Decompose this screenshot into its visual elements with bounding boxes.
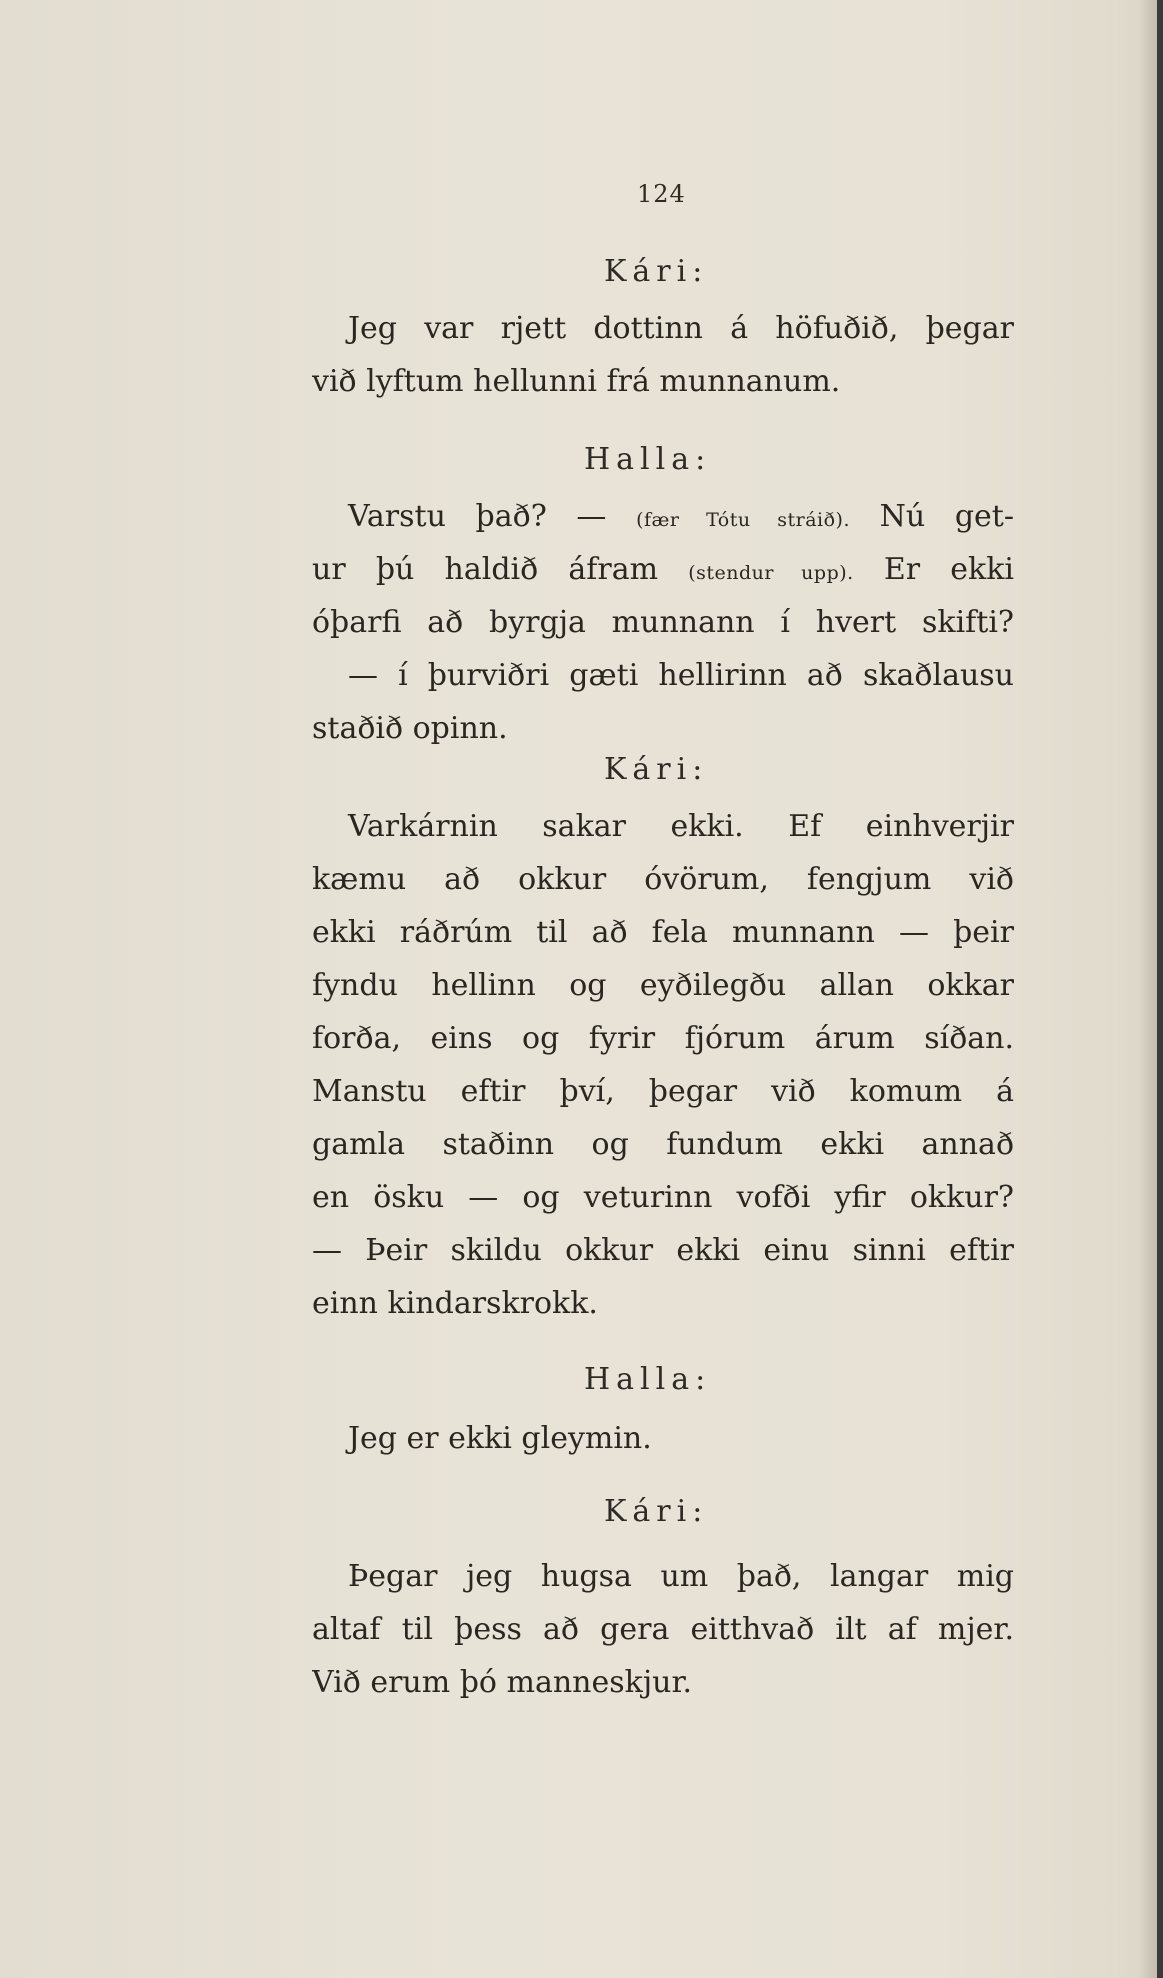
text-line: Við erum þó manneskjur. (312, 1665, 693, 1700)
text-line: en ösku — og veturinn vofði yfir okkur? (312, 1180, 1014, 1215)
text-line: gamla staðinn og fundum ekki annað (312, 1127, 1014, 1162)
text-line: Jeg var rjett dottinn á höfuðið, þegar (348, 311, 1014, 346)
text-line: — Þeir skildu okkur ekki einu sinni eftir (312, 1233, 1014, 1268)
stage-direction: (stendur upp). (688, 562, 854, 584)
text-line (312, 543, 1014, 596)
text-line: Varkárnin sakar ekki. Ef einhverjir (348, 809, 1014, 844)
text-fragment: Er ekki (883, 552, 1014, 587)
dialogue-paragraph (312, 302, 1014, 408)
text-fragment: Varstu það? — (348, 499, 607, 534)
text-line: Manstu eftir því, þegar við komum á (312, 1074, 1014, 1109)
speaker-heading: Kári: (604, 1494, 709, 1529)
dialogue-paragraph (312, 490, 1014, 755)
text-line (312, 490, 1014, 543)
text-line: fyndu hellinn og eyðilegðu allan okkar (312, 968, 1014, 1003)
text-line: altaf til þess að gera eitthvað ilt af mjer. (312, 1612, 1014, 1647)
speaker-heading: Halla: (584, 1362, 712, 1397)
text-line: við lyftum hellunni frá munnanum. (312, 364, 841, 399)
text-line: Þegar jeg hugsa um það, langar mig (348, 1559, 1014, 1594)
dialogue-paragraph (312, 800, 1014, 1330)
text-line: ekki ráðrúm til að fela munnann — þeir (312, 915, 1014, 950)
text-line: forða, eins og fyrir fjórum árum síðan. (312, 1021, 1014, 1056)
speaker-heading: Kári: (604, 254, 709, 289)
dialogue-paragraph (312, 1412, 1014, 1465)
text-line: kæmu að okkur óvörum, fengjum við (312, 862, 1014, 897)
text-line: — í þurviðri gæti hellirinn að skaðlausu (348, 658, 1014, 693)
text-fragment: Nú get- (879, 499, 1014, 534)
text-line: óþarfi að byrgja munnann í hvert skifti? (312, 605, 1014, 640)
page-gutter-shadow (1139, 0, 1157, 1978)
page-number: 124 (637, 180, 686, 208)
dialogue-paragraph (312, 1550, 1014, 1709)
text-line: staðið opinn. (312, 711, 508, 746)
page-edge (1157, 0, 1163, 1978)
speaker-heading: Halla: (584, 442, 712, 477)
stage-direction: (fær Tótu stráið). (636, 509, 850, 531)
text-fragment: ur þú haldið áfram (312, 552, 659, 587)
text-line: Jeg er ekki gleymin. (348, 1421, 652, 1456)
speaker-heading: Kári: (604, 752, 709, 787)
text-line: einn kindarskrokk. (312, 1286, 598, 1321)
